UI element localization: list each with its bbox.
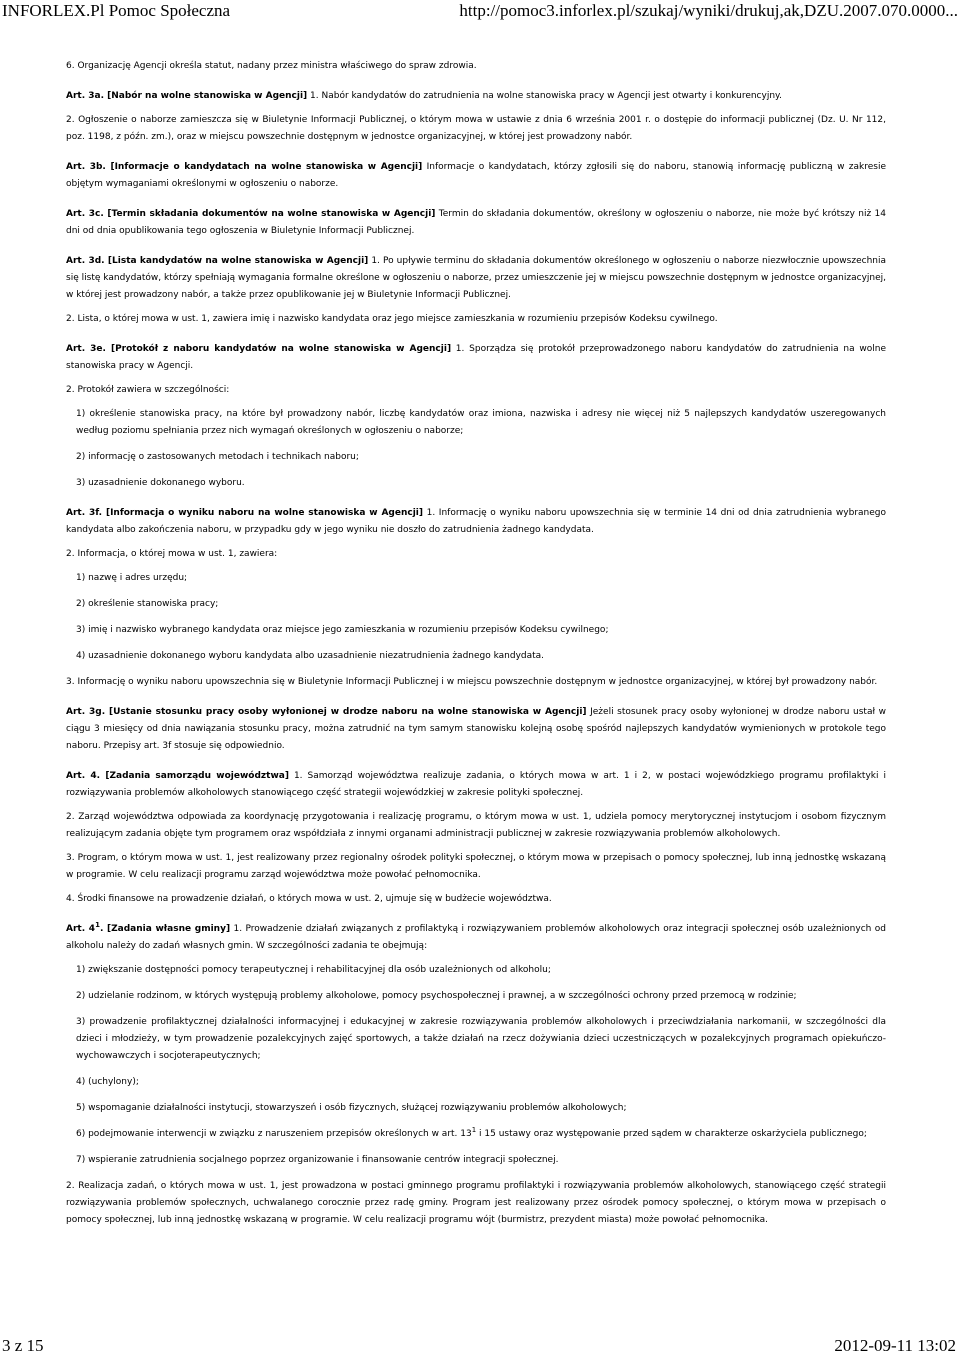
article-text: 1. Prowadzenie działań związanych z profilaktyką i rozwiązywaniem problemów alkoholowych oraz integracji społecznej osób uzależnionych od alkoholu należy do zadań własnych gmin. W szczególności zadania te obejmują:: [66, 924, 886, 951]
article-text: 1. Informację o wyniku naboru upowszechnia się w terminie 14 dni od dnia zatrudnienia wybranego kandydata albo zakończenia naboru, w przypadku gdy w jego wyniku nie doszło do zatrudnienia żadnego kandydata.: [66, 508, 886, 535]
document-body: [66, 58, 886, 1236]
article-heading: Art. 3f. [Informacja o wyniku naboru na wolne stanowiska w Agencji]: [66, 508, 424, 518]
list-item: 4) (uchylony);: [76, 1077, 139, 1087]
paragraph: 2. Protokół zawiera w szczególności:: [66, 385, 230, 395]
article-text: Jeżeli stosunek pracy osoby wyłonionej w drodze naboru ustał w ciągu 3 miesięcy od dnia nawiązania stosunku pracy, można zatrudnić na tym samym stanowisku kolejną osobę spośród najlepszych kandydatów wymienionych w protokole tego naboru. Przepisy art. 3f stosuje się odpowiednio.: [66, 707, 886, 751]
article-3e: [66, 341, 886, 375]
superscript: 1: [95, 921, 100, 929]
print-footer: [0, 1334, 960, 1356]
article-heading: Art. 3a. [Nabór na wolne stanowiska w Agencji]: [66, 91, 308, 101]
article-3a: [66, 88, 886, 105]
article-4-1: [66, 921, 886, 955]
header-url: http://pomoc3.inforlex.pl/szukaj/wyniki/drukuj,ak,DZU.2007.070.0000...: [459, 1, 958, 20]
paragraph: 4. Środki finansowe na prowadzenie działań, o których mowa w ust. 2, ujmuje się w budżecie województwa.: [66, 894, 552, 904]
article-text: 1. Nabór kandydatów do zatrudnienia na wolne stanowiska pracy w Agencji jest otwarty i konkurencyjny.: [307, 91, 782, 101]
paragraph: 3. Informację o wyniku naboru upowszechnia się w Biuletynie Informacji Publicznej i w miejscu powszechnie dostępnym w jednostce organizacyjnej, w której był prowadzony nabór.: [66, 677, 878, 687]
list-item: 3) imię i nazwisko wybranego kandydata oraz miejsce jego zamieszkania w rozumieniu przepisów Kodeksu cywilnego;: [76, 625, 609, 635]
print-header: [0, 0, 960, 26]
print-datetime: 2012-09-11 13:02: [834, 1336, 956, 1355]
article-heading: Art. 3c. [Termin składania dokumentów na wolne stanowiska w Agencji]: [66, 209, 436, 219]
article-heading: Art. 3g. [Ustanie stosunku pracy osoby wyłonionej w drodze naboru na wolne stanowiska w Agencji]: [66, 707, 587, 717]
article-heading: [66, 921, 231, 934]
list-item: 2) określenie stanowiska pracy;: [76, 599, 219, 609]
list-item-text: 6) podejmowanie interwencji w związku z naruszeniem przepisów określonych w art. 13: [76, 1129, 472, 1139]
list-item: [76, 1126, 886, 1143]
list-item: 1) określenie stanowiska pracy, na które był prowadzony nabór, liczbę kandydatów oraz imiona, nazwiska i adresy nie więcej niż 5 najlepszych kandydatów uszeregowanych według poziomu spełniania przez nich wymagań określonych w ogłoszeniu o naborze;: [76, 409, 886, 436]
paragraph: 3. Program, o którym mowa w ust. 1, jest realizowany przez regionalny ośrodek polityki społecznej, o którym mowa w przepisach o pomocy społecznej, lub inną jednostkę wskazaną w programie. W celu realizacji programu zarząd województwa może powołać pełnomocnika.: [66, 853, 886, 880]
list-item: 2) informację o zastosowanych metodach i technikach naboru;: [76, 452, 359, 462]
article-3b: [66, 159, 886, 193]
list-item: 3) uzasadnienie dokonanego wyboru.: [76, 478, 245, 488]
paragraph: 2. Zarząd województwa odpowiada za koordynację przygotowania i realizację programu, o którym mowa w ust. 1, udziela pomocy merytorycznej instytucjom i osobom fizycznym realizującym zadania objęte tym programem oraz współdziała z innymi organami administracji publicznej w zakresie rozwiązywania problemów alkoholowych.: [66, 812, 886, 839]
list-item: 5) wspomaganie działalności instytucji, stowarzyszeń i osób fizycznych, służącej rozwiązywaniu problemów alkoholowych;: [76, 1103, 627, 1113]
article-heading: Art. 3e. [Protokół z naboru kandydatów na wolne stanowiska w Agencji]: [66, 344, 452, 354]
header-site-title: INFORLEX.Pl Pomoc Społeczna: [2, 1, 231, 20]
article-3c: [66, 206, 886, 240]
article-heading-main: Art. 4: [66, 924, 96, 934]
article-text: Termin do składania dokumentów, określony w ogłoszeniu o naborze, nie może być krótszy niż 14 dni od dnia opublikowania tego ogłoszenia w Biuletynie Informacji Publicznej.: [66, 209, 886, 236]
article-heading: Art. 4. [Zadania samorządu województwa]: [66, 771, 289, 781]
article-text: 1. Po upływie terminu do składania dokumentów określonego w ogłoszeniu o naborze niezwłocznie upowszechnia się listę kandydatów, którzy spełniają wymagania formalne określone w ogłoszeniu o naborze, przez umieszczenie jej w miejscu powszechnie dostępnym w jednostce organizacyjnej, w której jest prowadzony nabór, a także przez opublikowanie jej w Biuletynie Informacji Publicznej.: [66, 256, 886, 300]
article-heading-title: . [Zadania własne gminy]: [99, 924, 231, 934]
list-item: 3) prowadzenie profilaktycznej działalności informacyjnej i edukacyjnej w zakresie rozwiązywania problemów alkoholowych i przeciwdziałania narkomanii, w szczególności dla dzieci i młodzieży, w tym prowadzenie pozalekcyjnych zajęć sportowych, a także działań na rzecz dożywiania dzieci uczestniczących w pozalekcyjnych programach opiekuńczo-wychowawczych i socjoterapeutycznych;: [76, 1017, 886, 1061]
superscript: 1: [471, 1126, 477, 1134]
list-item: 2) udzielanie rodzinom, w których występują problemy alkoholowe, pomocy psychospołecznej i prawnej, a w szczególności ochrony przed przemocą w rodzinie;: [76, 991, 797, 1001]
list-item-text: i 15 ustawy oraz występowanie przed sądem w charakterze oskarżyciela publicznego;: [476, 1129, 867, 1139]
article-heading: Art. 3d. [Lista kandydatów na wolne stanowiska w Agencji]: [66, 256, 369, 266]
paragraph: 2. Informacja, o której mowa w ust. 1, zawiera:: [66, 549, 278, 559]
article-3f: [66, 505, 886, 539]
article-4: [66, 768, 886, 802]
list-item: 4) uzasadnienie dokonanego wyboru kandydata albo uzasadnienie niezatrudnienia żadnego kandydata.: [76, 651, 545, 661]
article-heading: Art. 3b. [Informacje o kandydatach na wolne stanowiska w Agencji]: [66, 162, 423, 172]
paragraph: 2. Lista, o której mowa w ust. 1, zawiera imię i nazwisko kandydata oraz jego miejsce zamieszkania w rozumieniu przepisów Kodeksu cywilnego.: [66, 314, 718, 324]
paragraph: 2. Ogłoszenie o naborze zamieszcza się w Biuletynie Informacji Publicznej, o którym mowa w ustawie z dnia 6 września 2001 r. o dostępie do informacji publicznej (Dz. U. Nr 112, poz. 1198, z późn. zm.), oraz w miejscu powszechnie dostępnym w jednostce organizacyjnej, w której jest prowadzony nabór.: [66, 115, 886, 142]
list-item: 1) zwiększanie dostępności pomocy terapeutycznej i rehabilitacyjnej dla osób uzależnionych od alkoholu;: [76, 965, 551, 975]
list-item: 1) nazwę i adres urzędu;: [76, 573, 188, 583]
article-text: Informacje o kandydatach, którzy zgłosili się do naboru, stanowią informację publiczną w zakresie objętym wymaganiami określonymi w ogłoszeniu o naborze.: [66, 162, 886, 189]
article-text: 1. Samorząd województwa realizuje zadania, o których mowa w art. 1 i 2, w postaci wojewódzkiego programu profilaktyki i rozwiązywania problemów alkoholowych stanowiącego część strategii wojewódzkiej w zakresie polityki społecznej.: [66, 771, 886, 798]
list-item: 7) wspieranie zatrudnienia socjalnego poprzez organizowanie i finansowanie centrów integracji społecznej.: [76, 1155, 559, 1165]
article-text: 1. Sporządza się protokół przeprowadzonego naboru kandydatów do zatrudnienia na wolne stanowiska pracy w Agencji.: [66, 344, 887, 371]
article-3g: [66, 704, 886, 755]
paragraph: 2. Realizacja zadań, o których mowa w ust. 1, jest prowadzona w postaci gminnego programu profilaktyki i rozwiązywania problemów alkoholowych, stanowiącego część strategii rozwiązywania problemów społecznych, uchwalanego corocznie przez radę gminy. Program jest realizowany przez ośrodek pomocy społecznej, o którym mowa w przepisach o pomocy społecznej, lub inną jednostkę wskazaną w programie. W celu realizacji programu wójt (burmistrz, prezydent miasta) może powołać pełnomocnika.: [66, 1181, 886, 1225]
paragraph: 6. Organizację Agencji określa statut, nadany przez ministra właściwego do spraw zdrowia.: [66, 61, 477, 71]
page-counter: 3 z 15: [2, 1336, 44, 1355]
article-3d: [66, 253, 886, 304]
